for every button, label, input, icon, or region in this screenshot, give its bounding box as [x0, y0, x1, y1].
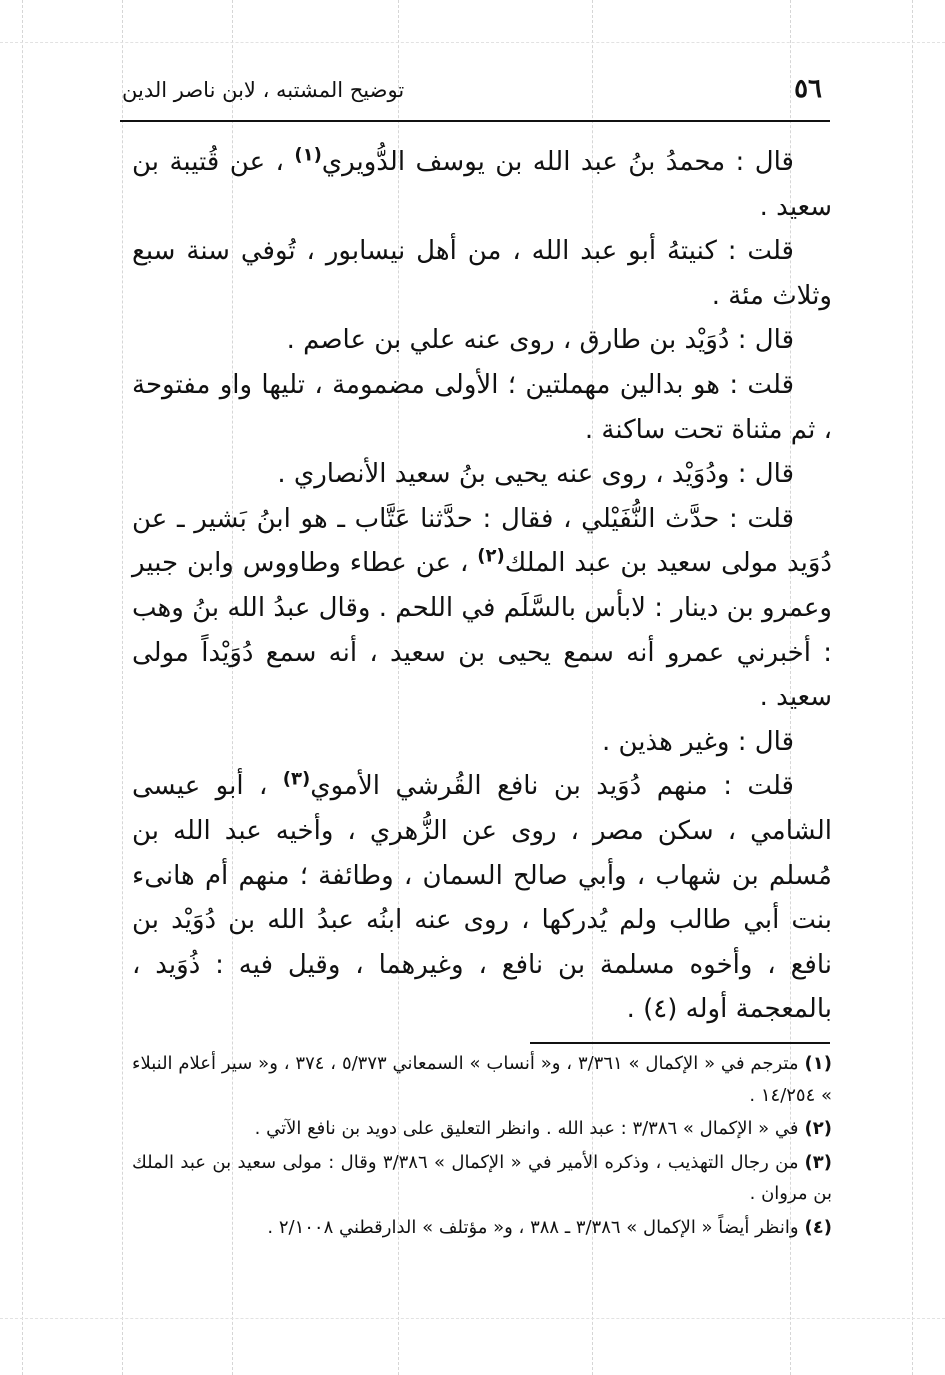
footnote-number: (٤): [804, 1216, 832, 1238]
paragraph-text: قلت : هو بدالين مهملتين ؛ الأولى مضمومة ، تليها واو مفتوحة ، ثم مثناة تحت ساكنة .: [132, 369, 832, 445]
paragraph-text: قلت : منهم دُوَيد بن نافع القُرشي الأموي: [310, 771, 794, 802]
scan-guide-line: [122, 0, 123, 1375]
main-text: [132, 140, 832, 1032]
paragraph-text: قلت : حدَّث النُّفَيْلي ، فقال : حدَّثنا عَتَّاب ـ هو ابنُ بَشير ـ عن دُوَيد مولى سعيد بن عبد الملك: [132, 503, 832, 579]
running-title: توضيح المشتبه ، لابن ناصر الدين: [122, 78, 405, 102]
footnote: [132, 1212, 832, 1244]
footnote: [132, 1048, 832, 1111]
paragraph: [132, 497, 832, 720]
footnote-rule: [530, 1042, 830, 1044]
footnotes: [132, 1048, 832, 1246]
paragraph: [132, 140, 832, 229]
paragraph: [132, 720, 832, 765]
footnote-number: (٣): [804, 1151, 832, 1173]
paragraph: [132, 229, 832, 318]
footnote-marker: (١): [294, 144, 322, 166]
footnote-number: (٢): [804, 1118, 832, 1140]
header-rule: [120, 120, 830, 122]
paragraph-text: قال : ودُوَيْد ، روى عنه يحيى بنُ سعيد الأنصاري .: [277, 459, 794, 490]
page-header: [118, 68, 830, 118]
footnote-text: من رجال التهذيب ، وذكره الأمير في « الإكمال » ٣/٣٨٦ وقال : مولى سعيد بن عبد الملك بن مروان .: [132, 1151, 832, 1205]
footnote-marker: (٣): [282, 768, 311, 790]
footnote-text: في « الإكمال » ٣/٣٨٦ : عبد الله . وانظر التعليق على دويد بن نافع الآتي .: [254, 1118, 799, 1140]
paragraph-text: قال : دُوَيْد بن طارق ، روى عنه علي بن عاصم .: [286, 325, 794, 356]
paragraph-text: ، أبو عيسى الشامي ، سكن مصر ، روى عن الزُّهري ، وأخيه عبد الله بن مُسلم بن شهاب ، وأبي صالح السمان ، وطائفة ؛ منهم أم هانىء بنت أبي طالب ولم يُدركها ، روى عنه ابنُه عبدُ الله بن دُوَيْد بن نافع ، وأخوه مسلمة بن نافع ، وغيرهما ، وقيل فيه : ذُوَيد ، بالمعجمة أوله (٤) .: [132, 771, 832, 1025]
scan-guide-line: [0, 42, 945, 43]
footnote-number: (١): [804, 1053, 832, 1074]
paragraph-text: قال : محمدُ بنُ عبد الله بن يوسف الدُّويري: [321, 147, 794, 177]
paragraph-text: ، عن عطاء وطاووس وابن جبير وعمرو بن دينار : لابأس بالسَّلَم في اللحم . وقال عبدُ الله بنُ وهب : أخبرني عمرو أنه سمع يحيى بن سعيد ، أنه سمع دُوَيْداً مولى سعيد .: [132, 548, 832, 713]
footnote: [132, 1113, 832, 1145]
paragraph: [132, 764, 832, 1032]
paragraph: [132, 363, 832, 452]
scan-guide-line: [0, 1318, 945, 1319]
page-number: ٥٦: [794, 74, 822, 104]
footnote: [132, 1147, 832, 1210]
paragraph: [132, 318, 832, 363]
footnote-marker: (٢): [477, 545, 505, 567]
paragraph: [132, 452, 832, 497]
paragraph-text: قال : وغير هذين .: [601, 726, 794, 757]
footnote-text: وانظر أيضاً « الإكمال » ٣/٣٨٦ ـ ٣٨٨ ، و« مؤتلف » الدارقطني ٢/١٠٠٨ .: [267, 1216, 799, 1238]
footnote-text: مترجم في « الإكمال » ٣/٣٦١ ، و« أنساب » السمعاني ٥/٣٧٣ ، ٣٧٤ ، و« سير أعلام النبلاء » ١٤/٢٥٤ .: [132, 1053, 832, 1106]
scan-guide-line: [22, 0, 23, 1375]
paragraph-text: ، عن قُتيبة بن سعيد .: [132, 147, 832, 222]
scan-guide-line: [912, 0, 913, 1375]
paragraph-text: قلت : كنيتهُ أبو عبد الله ، من أهل نيسابور ، تُوفي سنة سبع وثلاث مئة .: [132, 236, 832, 311]
